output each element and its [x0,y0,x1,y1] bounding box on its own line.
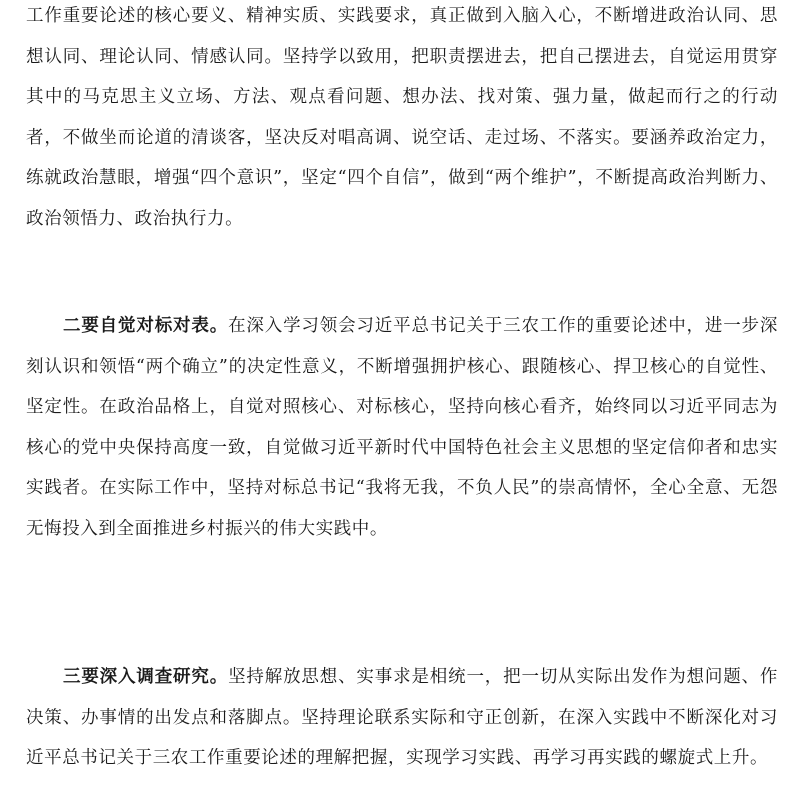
paragraph-2-lead: 二要自觉对标对表。 [63,316,229,336]
paragraph-2 [26,306,778,549]
paragraph-3 [26,657,778,779]
paragraph-3-body: 坚持解放思想、实事求是相统一，把一切从实际出发作为想问题、作决策、办事情的出发点和落脚点。坚持理论联系实际和守正创新，在深入实践中不断深化对习近平总书记关于三农工作重要论述的理解把握，实现学习实践、再学习再实践的螺旋式上升。 [26,667,778,768]
paragraph-2-body: 在深入学习领会习近平总书记关于三农工作的重要论述中，进一步深刻认识和领悟“两个确立”的决定性意义，不断增强拥护核心、跟随核心、捍卫核心的自觉性、坚定性。在政治品格上，自觉对照核心、对标核心，坚持向核心看齐，始终同以习近平同志为核心的党中央保持高度一致，自觉做习近平新时代中国特色社会主义思想的坚定信仰者和忠实实践者。在实际工作中，坚持对标总书记“我将无我，不负人民”的崇高情怀，全心全意、无怨无悔投入到全面推进乡村振兴的伟大实践中。 [26,316,778,539]
paragraph-1 [26,0,778,239]
paragraph-1-body: 工作重要论述的核心要义、精神实质、实践要求，真正做到入脑入心，不断增进政治认同、思想认同、理论认同、情感认同。坚持学以致用，把职责摆进去，把自己摆进去，自觉运用贯穿其中的马克思主义立场、方法、观点看问题、想办法、找对策、强力量，做起而行之的行动者，不做坐而论道的清谈客，坚决反对唱高调、说空话、走过场、不落实。要涵养政治定力，练就政治慧眼，增强“四个意识”，坚定“四个自信”，做到“两个维护”，不断提高政治判断力、政治领悟力、政治执行力。 [26,6,778,229]
paragraph-3-lead: 三要深入调查研究。 [63,667,229,687]
